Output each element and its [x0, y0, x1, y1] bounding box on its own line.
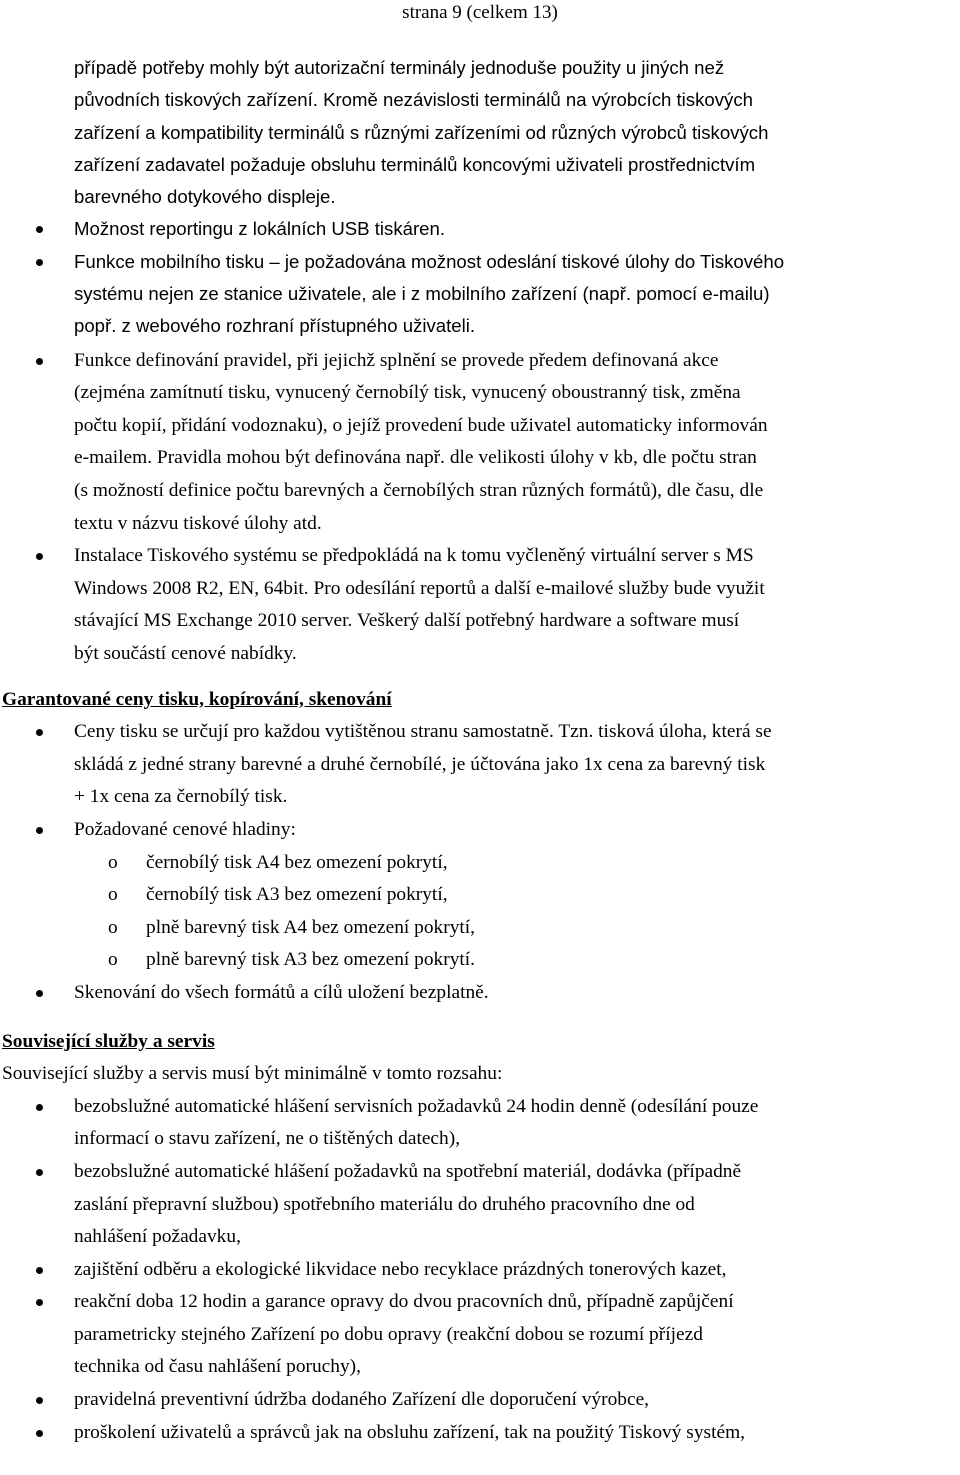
continuation-paragraph — [0, 52, 960, 213]
text-line: zajištění odběru a ekologické likvidace nebo recyklace prázdných tonerových kazet, — [74, 1258, 727, 1280]
price-levels-list — [0, 847, 960, 977]
bullet-icon — [36, 259, 43, 266]
list-item — [0, 847, 960, 880]
bullet-list — [0, 213, 960, 342]
circle-bullet-icon: o — [108, 949, 118, 971]
text-line: počtu kopií, přidání vodoznaku), o jejíž provedení bude uživatel automaticky informován — [74, 414, 768, 436]
bullet-icon — [36, 1397, 43, 1404]
text-line: reakční doba 12 hodin a garance opravy do dvou pracovních dnů, případně zapůjčení — [74, 1291, 734, 1313]
text-line: zařízení zadavatel požaduje obsluhu terminálů koncovými uživateli prostřednictvím — [74, 153, 756, 175]
text-line: popř. z webového rozhraní přístupného uživateli. — [74, 315, 476, 337]
text-line: Skenování do všech formátů a cílů uložení bezplatně. — [74, 981, 489, 1003]
text-line: Instalace Tiskového systému se předpokládá na k tomu vyčleněný virtuální server s MS — [74, 545, 754, 567]
top-block — [0, 52, 960, 343]
text-line: Požadované cenové hladiny: — [74, 818, 296, 840]
bullet-icon — [36, 827, 43, 834]
list-item — [0, 716, 960, 814]
text-line: + 1x cena za černobílý tisk. — [74, 786, 288, 808]
text-line: parametricky stejného Zařízení po dobu opravy (reakční dobou se rozumí příjezd — [74, 1323, 703, 1345]
list-item — [0, 246, 960, 343]
text-line: plně barevný tisk A4 bez omezení pokrytí, — [146, 916, 476, 938]
list-item — [0, 944, 960, 977]
section-intro: Související služby a servis musí být minimálně v tomto rozsahu: — [2, 1063, 503, 1085]
list-item — [0, 1286, 960, 1384]
list-item — [0, 1254, 960, 1287]
text-line: Ceny tisku se určují pro každou vytištěnou stranu samostatně. Tzn. tisková úloha, která se — [74, 721, 772, 743]
text-line: černobílý tisk A4 bez omezení pokrytí, — [146, 851, 448, 873]
bullet-list — [0, 345, 960, 671]
text-line: (zejména zamítnutí tisku, vynucený černobílý tisk, vynucený oboustranný tisk, změna — [74, 382, 741, 404]
bullet-list — [0, 1091, 960, 1450]
bullet-list — [0, 977, 960, 1010]
circle-bullet-icon: o — [108, 851, 118, 873]
text-line: původních tiskových zařízení. Kromě nezávislosti terminálů na výrobcích tiskových — [74, 89, 753, 111]
bullet-icon — [36, 553, 43, 560]
text-line: informací o stavu zařízení, ne o tištěných datech), — [74, 1128, 461, 1150]
list-item — [0, 879, 960, 912]
list-item — [0, 213, 960, 245]
text-line: bezobslužné automatické hlášení servisních požadavků 24 hodin denně (odesílání pouze — [74, 1095, 759, 1117]
bullet-icon — [36, 1104, 43, 1111]
list-item — [0, 1156, 960, 1254]
text-line: (s možností definice počtu barevných a černobílých stran různých formátů), dle času, dle — [74, 480, 764, 502]
list-item — [0, 814, 960, 847]
section-heading: Garantované ceny tisku, kopírování, skenování — [2, 688, 392, 710]
bullet-icon — [36, 990, 43, 997]
list-item — [0, 912, 960, 945]
text-line: technika od času nahlášení poruchy), — [74, 1356, 361, 1378]
text-line: nahlášení požadavku, — [74, 1226, 241, 1248]
bullet-icon — [36, 226, 43, 233]
text-line: e-mailem. Pravidla mohou být definována např. dle velikosti úlohy v kb, dle počtu stran — [74, 447, 757, 469]
text-line: Funkce definování pravidel, při jejichž splnění se provede předem definovaná akce — [74, 349, 719, 371]
list-item — [0, 540, 960, 670]
text-line: Možnost reportingu z lokálních USB tiskáren. — [74, 218, 446, 240]
document-body — [0, 52, 960, 1449]
text-line: skládá z jedné strany barevné a druhé černobílé, je účtována jako 1x cena za barevný tisk — [74, 753, 766, 775]
text-line: Funkce mobilního tisku – je požadována možnost odeslání tiskové úlohy do Tiskového — [74, 250, 785, 272]
circle-bullet-icon: o — [108, 884, 118, 906]
circle-bullet-icon: o — [108, 916, 118, 938]
text-line: černobílý tisk A3 bez omezení pokrytí, — [146, 884, 448, 906]
text-line: stávající MS Exchange 2010 server. Veškerý další potřebný hardware a software musí — [74, 610, 740, 632]
bullet-icon — [36, 729, 43, 736]
text-line: Windows 2008 R2, EN, 64bit. Pro odesílání reportů a další e-mailové služby bude využit — [74, 577, 765, 599]
section-prices — [0, 684, 960, 1010]
text-line: zařízení a kompatibility terminálů s různými zařízeními od různých výrobců tiskových — [74, 121, 769, 143]
text-line: textu v názvu tiskové úlohy atd. — [74, 512, 322, 534]
text-line: pravidelná preventivní údržba dodaného Zařízení dle doporučení výrobce, — [74, 1389, 650, 1411]
bullet-icon — [36, 1430, 43, 1437]
list-item — [0, 1091, 960, 1156]
text-line: barevného dotykového displeje. — [74, 186, 336, 208]
text-line: proškolení uživatelů a správců jak na obsluhu zařízení, tak na použitý Tiskový systém, — [74, 1421, 746, 1443]
page-number-label: strana 9 (celkem 13) — [402, 2, 558, 23]
list-item — [0, 345, 960, 541]
text-line: zaslání přepravní službou) spotřebního materiálu do druhého pracovního dne od — [74, 1193, 695, 1215]
list-item — [0, 1417, 960, 1450]
text-line: bezobslužné automatické hlášení požadavků na spotřební materiál, dodávka (případně — [74, 1160, 742, 1182]
list-item — [0, 1384, 960, 1417]
bullet-icon — [36, 1267, 43, 1274]
middle-block — [0, 345, 960, 671]
bullet-icon — [36, 1169, 43, 1176]
text-line: být součástí cenové nabídky. — [74, 643, 297, 665]
section-services — [0, 1026, 960, 1450]
text-line: systému nejen ze stanice uživatele, ale i z mobilního zařízení (např. pomocí e-mailu) — [74, 283, 770, 305]
list-item — [0, 977, 960, 1010]
bullet-icon — [36, 1299, 43, 1306]
text-line: případě potřeby mohly být autorizační terminály jednoduše použity u jiných než — [74, 57, 725, 78]
bullet-icon — [36, 358, 43, 365]
section-heading: Související služby a servis — [2, 1030, 215, 1052]
page-header — [0, 0, 960, 30]
text-line: plně barevný tisk A3 bez omezení pokrytí. — [146, 949, 476, 971]
bullet-list — [0, 716, 960, 846]
